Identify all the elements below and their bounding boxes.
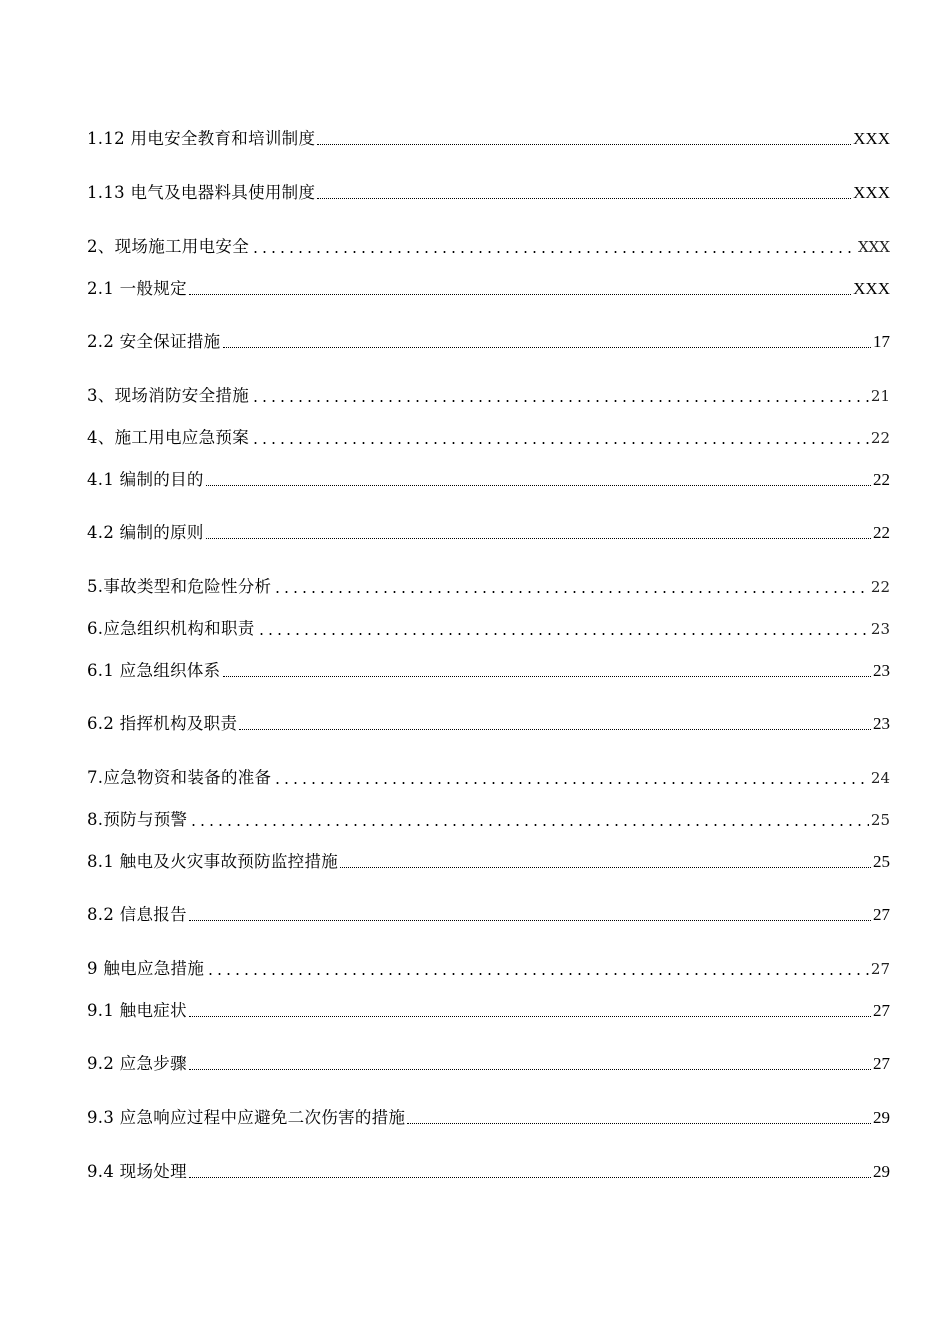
toc-leader xyxy=(273,575,869,599)
toc-entry-title: 2、现场施工用电安全 xyxy=(87,237,249,256)
toc-entry-title: 8.2 信息报告 xyxy=(87,905,187,924)
toc-entry-title: 9.3 应急响应过程中应避免二次伤害的措施 xyxy=(87,1108,406,1127)
toc-leader xyxy=(189,277,851,301)
toc-leader xyxy=(206,957,869,981)
toc-leader xyxy=(189,1160,871,1184)
toc-entry-page: 22 xyxy=(870,578,890,596)
toc-entry[interactable] xyxy=(87,575,890,599)
toc-entry-title: 2.2 安全保证措施 xyxy=(87,332,221,351)
toc-leader xyxy=(407,1106,871,1130)
toc-entry[interactable] xyxy=(87,712,890,736)
toc-entry-page: 24 xyxy=(870,769,890,787)
toc-entry[interactable] xyxy=(87,766,890,790)
toc-entry[interactable] xyxy=(87,903,890,927)
toc-entry[interactable] xyxy=(87,1160,890,1184)
toc-entry-title: 3、现场消防安全措施 xyxy=(87,386,249,405)
toc-leader xyxy=(223,330,872,354)
toc-entry[interactable] xyxy=(87,1106,890,1130)
toc-entry-page: 17 xyxy=(873,332,890,351)
toc-entry-title: 6.2 指挥机构及职责 xyxy=(87,714,238,733)
toc-entry-page: XXX xyxy=(857,238,890,256)
toc-entry-page: 27 xyxy=(870,960,890,978)
toc-entry-page: XXX xyxy=(853,279,890,298)
toc-entry-page: XXX xyxy=(853,183,890,202)
toc-entry[interactable] xyxy=(87,426,890,450)
toc-entry-page: 23 xyxy=(873,661,890,680)
toc-entry-title: 9.4 现场处理 xyxy=(87,1162,187,1181)
toc-entry[interactable] xyxy=(87,277,890,301)
toc-entry[interactable] xyxy=(87,181,890,205)
toc-entry-title: 9.1 触电症状 xyxy=(87,1001,187,1020)
toc-leader xyxy=(189,808,869,832)
toc-leader xyxy=(189,1052,871,1076)
toc-entry-page: 25 xyxy=(873,852,890,871)
toc-entry-page: 29 xyxy=(873,1162,890,1181)
toc-entry-page: 27 xyxy=(873,1054,890,1073)
toc-leader xyxy=(223,659,872,683)
toc-entry-page: 22 xyxy=(870,429,890,447)
toc-entry[interactable] xyxy=(87,384,890,408)
toc-entry[interactable] xyxy=(87,808,890,832)
toc-entry[interactable] xyxy=(87,957,890,981)
toc-entry[interactable] xyxy=(87,468,890,492)
toc-entry[interactable] xyxy=(87,330,890,354)
toc-leader xyxy=(257,617,869,641)
toc-entry-page: 27 xyxy=(873,905,890,924)
toc-entry-title: 2.1 一般规定 xyxy=(87,279,187,298)
toc-leader xyxy=(189,999,871,1023)
toc-entry-page: 21 xyxy=(870,387,890,405)
toc-entry-page: XXX xyxy=(853,129,890,148)
toc-entry-page: 27 xyxy=(873,1001,890,1020)
toc-leader xyxy=(189,903,871,927)
toc-entry-page: 22 xyxy=(873,523,890,542)
toc-entry-title: 9.2 应急步骤 xyxy=(87,1054,187,1073)
toc-entry-title: 6.1 应急组织体系 xyxy=(87,661,221,680)
toc-entry-title: 4.1 编制的目的 xyxy=(87,470,204,489)
toc-entry[interactable] xyxy=(87,617,890,641)
toc-leader xyxy=(239,712,871,736)
toc-entry[interactable] xyxy=(87,1052,890,1076)
toc-entry-title: 5.事故类型和危险性分析 xyxy=(87,577,272,596)
toc-entry-title: 4、施工用电应急预案 xyxy=(87,428,249,447)
toc-leader xyxy=(251,426,869,450)
toc-entry[interactable] xyxy=(87,850,890,874)
toc-entry[interactable] xyxy=(87,235,890,259)
toc-entry-page: 29 xyxy=(873,1108,890,1127)
toc-entry-page: 23 xyxy=(870,620,890,638)
toc-entry-page: 22 xyxy=(873,470,890,489)
toc-entry[interactable] xyxy=(87,127,890,151)
toc-entry-title: 7.应急物资和装备的准备 xyxy=(87,768,272,787)
toc-leader xyxy=(317,181,851,205)
toc-entry-page: 23 xyxy=(873,714,890,733)
toc-entry[interactable] xyxy=(87,521,890,545)
toc-entry-page: 25 xyxy=(870,811,890,829)
toc-leader xyxy=(251,384,869,408)
toc-leader xyxy=(251,235,856,259)
toc-leader xyxy=(273,766,869,790)
toc-entry-title: 8.预防与预警 xyxy=(87,810,188,829)
toc-entry-title: 1.13 电气及电器料具使用制度 xyxy=(87,183,316,202)
toc-entry-title: 9 触电应急措施 xyxy=(87,959,205,978)
toc-entry[interactable] xyxy=(87,659,890,683)
toc-entry-title: 4.2 编制的原则 xyxy=(87,523,204,542)
toc-leader xyxy=(340,850,871,874)
toc-entry[interactable] xyxy=(87,999,890,1023)
toc-leader xyxy=(206,521,871,545)
toc-entry-title: 1.12 用电安全教育和培训制度 xyxy=(87,129,316,148)
toc-entry-title: 8.1 触电及火灾事故预防监控措施 xyxy=(87,852,339,871)
toc-entry-title: 6.应急组织机构和职责 xyxy=(87,619,255,638)
toc-leader xyxy=(206,468,871,492)
toc-leader xyxy=(317,127,851,151)
